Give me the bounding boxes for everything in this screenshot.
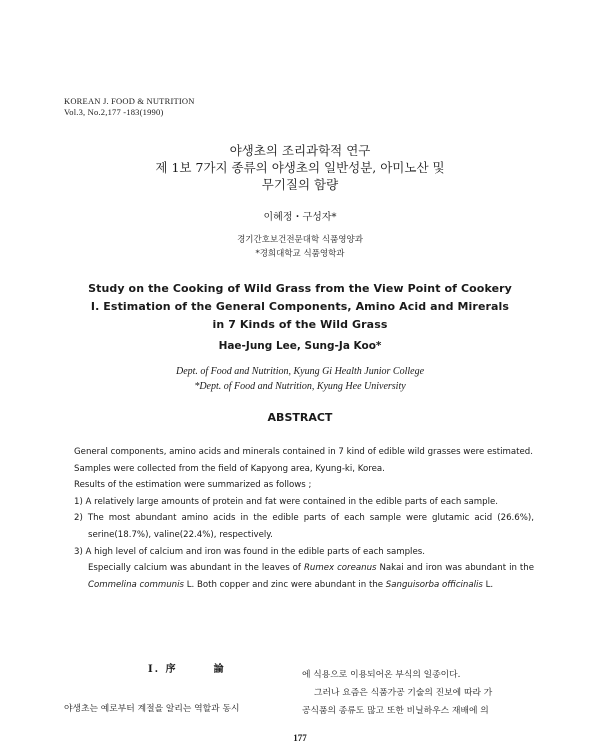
- body-line: 공식품의 종류도 많고 또한 비닐하우스 재배에 의: [302, 706, 489, 716]
- body-line: 그러나 요즘은 식품가공 기술의 진보에 따라 가: [314, 688, 493, 698]
- body-right-column: [302, 666, 536, 720]
- section-title: 論: [213, 664, 226, 675]
- korean-title: [0, 142, 600, 193]
- korean-affiliation: *경희대학교 식품영학과: [255, 249, 345, 259]
- korean-affiliation: 경기간호보건전문대학 식품영양과: [237, 235, 363, 245]
- species-name: Commelina communis: [88, 579, 184, 590]
- english-affiliation: Dept. of Food and Nutrition, Kyung Gi Health Junior College: [175, 366, 425, 377]
- abstract-extra: [64, 560, 534, 593]
- english-title-line: I. Estimation of the General Components, Amino Acid and Mirerals: [90, 300, 510, 313]
- abstract-extra-end: L.: [482, 579, 494, 590]
- section-number: I. 序: [148, 664, 178, 675]
- journal-citation: Vol.3, No.2,177 -183(1990): [64, 107, 164, 117]
- abstract-samples: Samples were collected from the field of Kapyong area, Kyung-ki, Korea.: [74, 463, 385, 474]
- abstract-extra-mid: L. Both copper and zinc were abundant in the: [184, 579, 386, 590]
- english-title: [0, 280, 600, 334]
- abstract-extra-pre: Especially calcium was abundant in the leaves of: [88, 563, 304, 574]
- english-affiliations: [0, 364, 600, 394]
- journal-name: KOREAN J. FOOD & NUTRITION: [64, 96, 195, 106]
- species-name: Sanguisorba officinalis: [385, 579, 483, 590]
- korean-title-line: 무기질의 함량: [261, 177, 339, 192]
- abstract-body: [64, 444, 534, 593]
- abstract-extra-mid: Nakai and iron was abundant in the: [376, 563, 534, 574]
- abstract-heading: ABSTRACT: [267, 411, 333, 424]
- korean-title-line: 제 1보 7가지 종류의 야생초의 일반성분, 아미노산 및: [155, 160, 445, 175]
- abstract-results-intro: Results of the estimation were summarized as follows ;: [74, 480, 312, 491]
- species-name: Rumex coreanus: [303, 563, 377, 574]
- abstract-item: 3) A high level of calcium and iron was found in the edible parts of each samples.: [74, 546, 425, 557]
- body-left-column: 야생초는 예로부터 계절을 알리는 역할과 동시: [64, 704, 240, 714]
- section-heading: [148, 660, 262, 675]
- abstract-intro: General components, amino acids and minerals contained in 7 kind of edible wild grasses were estimated.: [74, 447, 533, 457]
- english-title-line: in 7 Kinds of the Wild Grass: [212, 318, 388, 331]
- english-affiliation: *Dept. of Food and Nutrition, Kyung Hee University: [194, 381, 406, 392]
- korean-title-line: 야생초의 조리과학적 연구: [229, 143, 371, 158]
- abstract-item: 1) A relatively large amounts of protein and fat were contained in the edible parts of each sample.: [74, 496, 498, 507]
- page-number: 177: [293, 733, 307, 743]
- english-title-line: Study on the Cooking of Wild Grass from the View Point of Cookery: [88, 282, 512, 295]
- english-authors: Hae-Jung Lee, Sung-Ja Koo*: [218, 340, 382, 352]
- korean-affiliations: [0, 233, 600, 261]
- abstract-item: 2) The most abundant amino acids in the edible parts of each sample were glutamic acid (26.6%), serine(18.7%), valine(22.4%), respectively.: [74, 513, 534, 540]
- body-line: 에 식용으로 이용되어온 부식의 일종이다.: [302, 670, 461, 680]
- journal-header: [64, 96, 195, 118]
- korean-authors: 이혜정・구성자*: [263, 212, 337, 223]
